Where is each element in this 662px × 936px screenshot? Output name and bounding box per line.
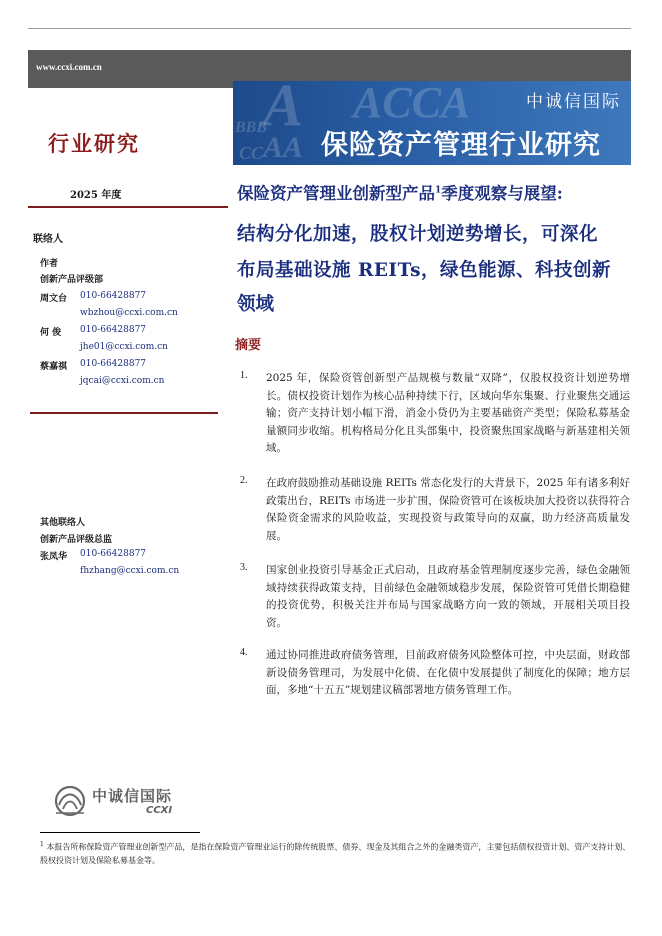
other-dept-label: 创新产品评级总监 xyxy=(40,535,113,545)
other-contact-name: 张凤华 xyxy=(40,552,68,562)
footnote-rule xyxy=(40,832,200,833)
author-email[interactable]: jhe01@ccxi.com.cn xyxy=(80,342,168,352)
author-name: 周文台 xyxy=(40,294,68,304)
author-phone: 010-66428877 xyxy=(80,291,147,301)
headline-line-3: 布局基础设施 REITs，绿色能源、科技创新 xyxy=(237,260,612,281)
banner-ghost-letter: ACCA xyxy=(353,81,471,127)
summary-item-text: 在政府鼓励推动基础设施 REITs 常态化发行的大背景下，2025 年有诸多利好政策出台，REITs 市场进一步扩围，保险资管可在该板块加大投资以获得符合保险资金需求的风险收益，实现投资与政策导向的双赢，助力经济高质量发展。 xyxy=(266,477,630,542)
footnote-mark: 1 xyxy=(40,841,44,848)
header-banner xyxy=(233,81,631,165)
other-contact-phone: 010-66428877 xyxy=(80,549,147,559)
footnote-ref[interactable]: 1 xyxy=(435,185,442,196)
other-contact-email[interactable]: fhzhang@ccxi.com.cn xyxy=(80,566,180,576)
summary-item-number: 2. xyxy=(240,475,248,486)
headline-text: 保险资产管理业创新型产品 xyxy=(237,184,435,203)
banner-ghost-letter: BBB xyxy=(235,119,268,136)
logo-cn-text: 中诚信国际 xyxy=(92,787,173,805)
summary-item-text: 2025 年，保险资管创新型产品规模与数量“双降”，仅股权投资计划逆势增长。债权投资计划作为核心品种持续下行，区域向华东集聚、行业聚焦交通运输；资产支持计划小幅下滑，消金小贷仍为主要基础资产类型；保险私募基金量额同步收缩。机构格局分化且头部集中，投资聚焦国家战略与新基建相关领域。 xyxy=(266,372,630,455)
summary-item-number: 3. xyxy=(240,562,248,573)
banner-title: 保险资产管理行业研究 xyxy=(321,130,601,161)
logo-mark-icon xyxy=(50,783,90,821)
sidebar-divider xyxy=(30,412,218,414)
top-rule xyxy=(28,28,631,29)
banner-ghost-letter: A xyxy=(263,81,304,138)
brand-name: 中诚信国际 xyxy=(526,92,621,112)
author-email[interactable]: jqcai@ccxi.com.cn xyxy=(80,376,165,386)
report-year: 2025 年度 xyxy=(70,190,122,201)
headline-text: 季度观察与展望: xyxy=(441,184,563,203)
author-name: 蔡嘉祺 xyxy=(40,362,68,372)
banner-ghost-letter: AA xyxy=(263,131,304,164)
site-url[interactable]: www.ccxi.com.cn xyxy=(36,62,102,72)
summary-item-text: 通过协同推进政府债务管理，目前政府债务风险整体可控，中央层面，财政部新设债务管理司，为发展中化债、在化债中发展提供了制度化的保障；地方层面，多地“十五五”规划建议稿部署地方债务管理工作。 xyxy=(266,649,630,697)
author-label: 作者 xyxy=(40,259,59,269)
department-label: 创新产品评级部 xyxy=(40,275,104,285)
headline-line-1 xyxy=(237,180,563,204)
report-type: 行业研究 xyxy=(48,131,140,156)
contacts-label: 联络人 xyxy=(33,234,63,245)
ccxi-logo xyxy=(50,783,200,823)
summary-title: 摘要 xyxy=(235,338,262,353)
footnote xyxy=(40,838,632,867)
author-phone: 010-66428877 xyxy=(80,359,147,369)
other-contacts-label: 其他联络人 xyxy=(40,518,86,528)
author-name: 何 俊 xyxy=(40,328,62,338)
headline-line-2: 结构分化加速，股权计划逆势增长，可深化 xyxy=(237,224,599,245)
headline-line-4: 领域 xyxy=(237,294,275,315)
footnote-text: 本报告所称保险资产管理业创新型产品，是指在保险资产管理业运行的除传统股票、债券、现金及其组合之外的金融类资产，主要包括债权投资计划、资产支持计划、股权投资计划及保险私募基金等。 xyxy=(40,842,631,865)
sidebar-divider xyxy=(28,206,228,208)
author-phone: 010-66428877 xyxy=(80,325,147,335)
banner-ghost-letter: CC xyxy=(239,143,264,163)
summary-item-text: 国家创业投资引导基金正式启动，且政府基金管理制度逐步完善，绿色金融领域持续获得政策支持，目前绿色金融领域稳步发展，保险资管可凭借长期稳健的投资优势，积极关注并布局与国家战略方向一致的领域，开展相关项目投资。 xyxy=(266,564,630,629)
author-email[interactable]: wbzhou@ccxi.com.cn xyxy=(80,308,178,318)
summary-item-number: 4. xyxy=(240,647,248,658)
summary-item-number: 1. xyxy=(240,370,248,381)
logo-en-text: CCXI xyxy=(146,805,173,816)
